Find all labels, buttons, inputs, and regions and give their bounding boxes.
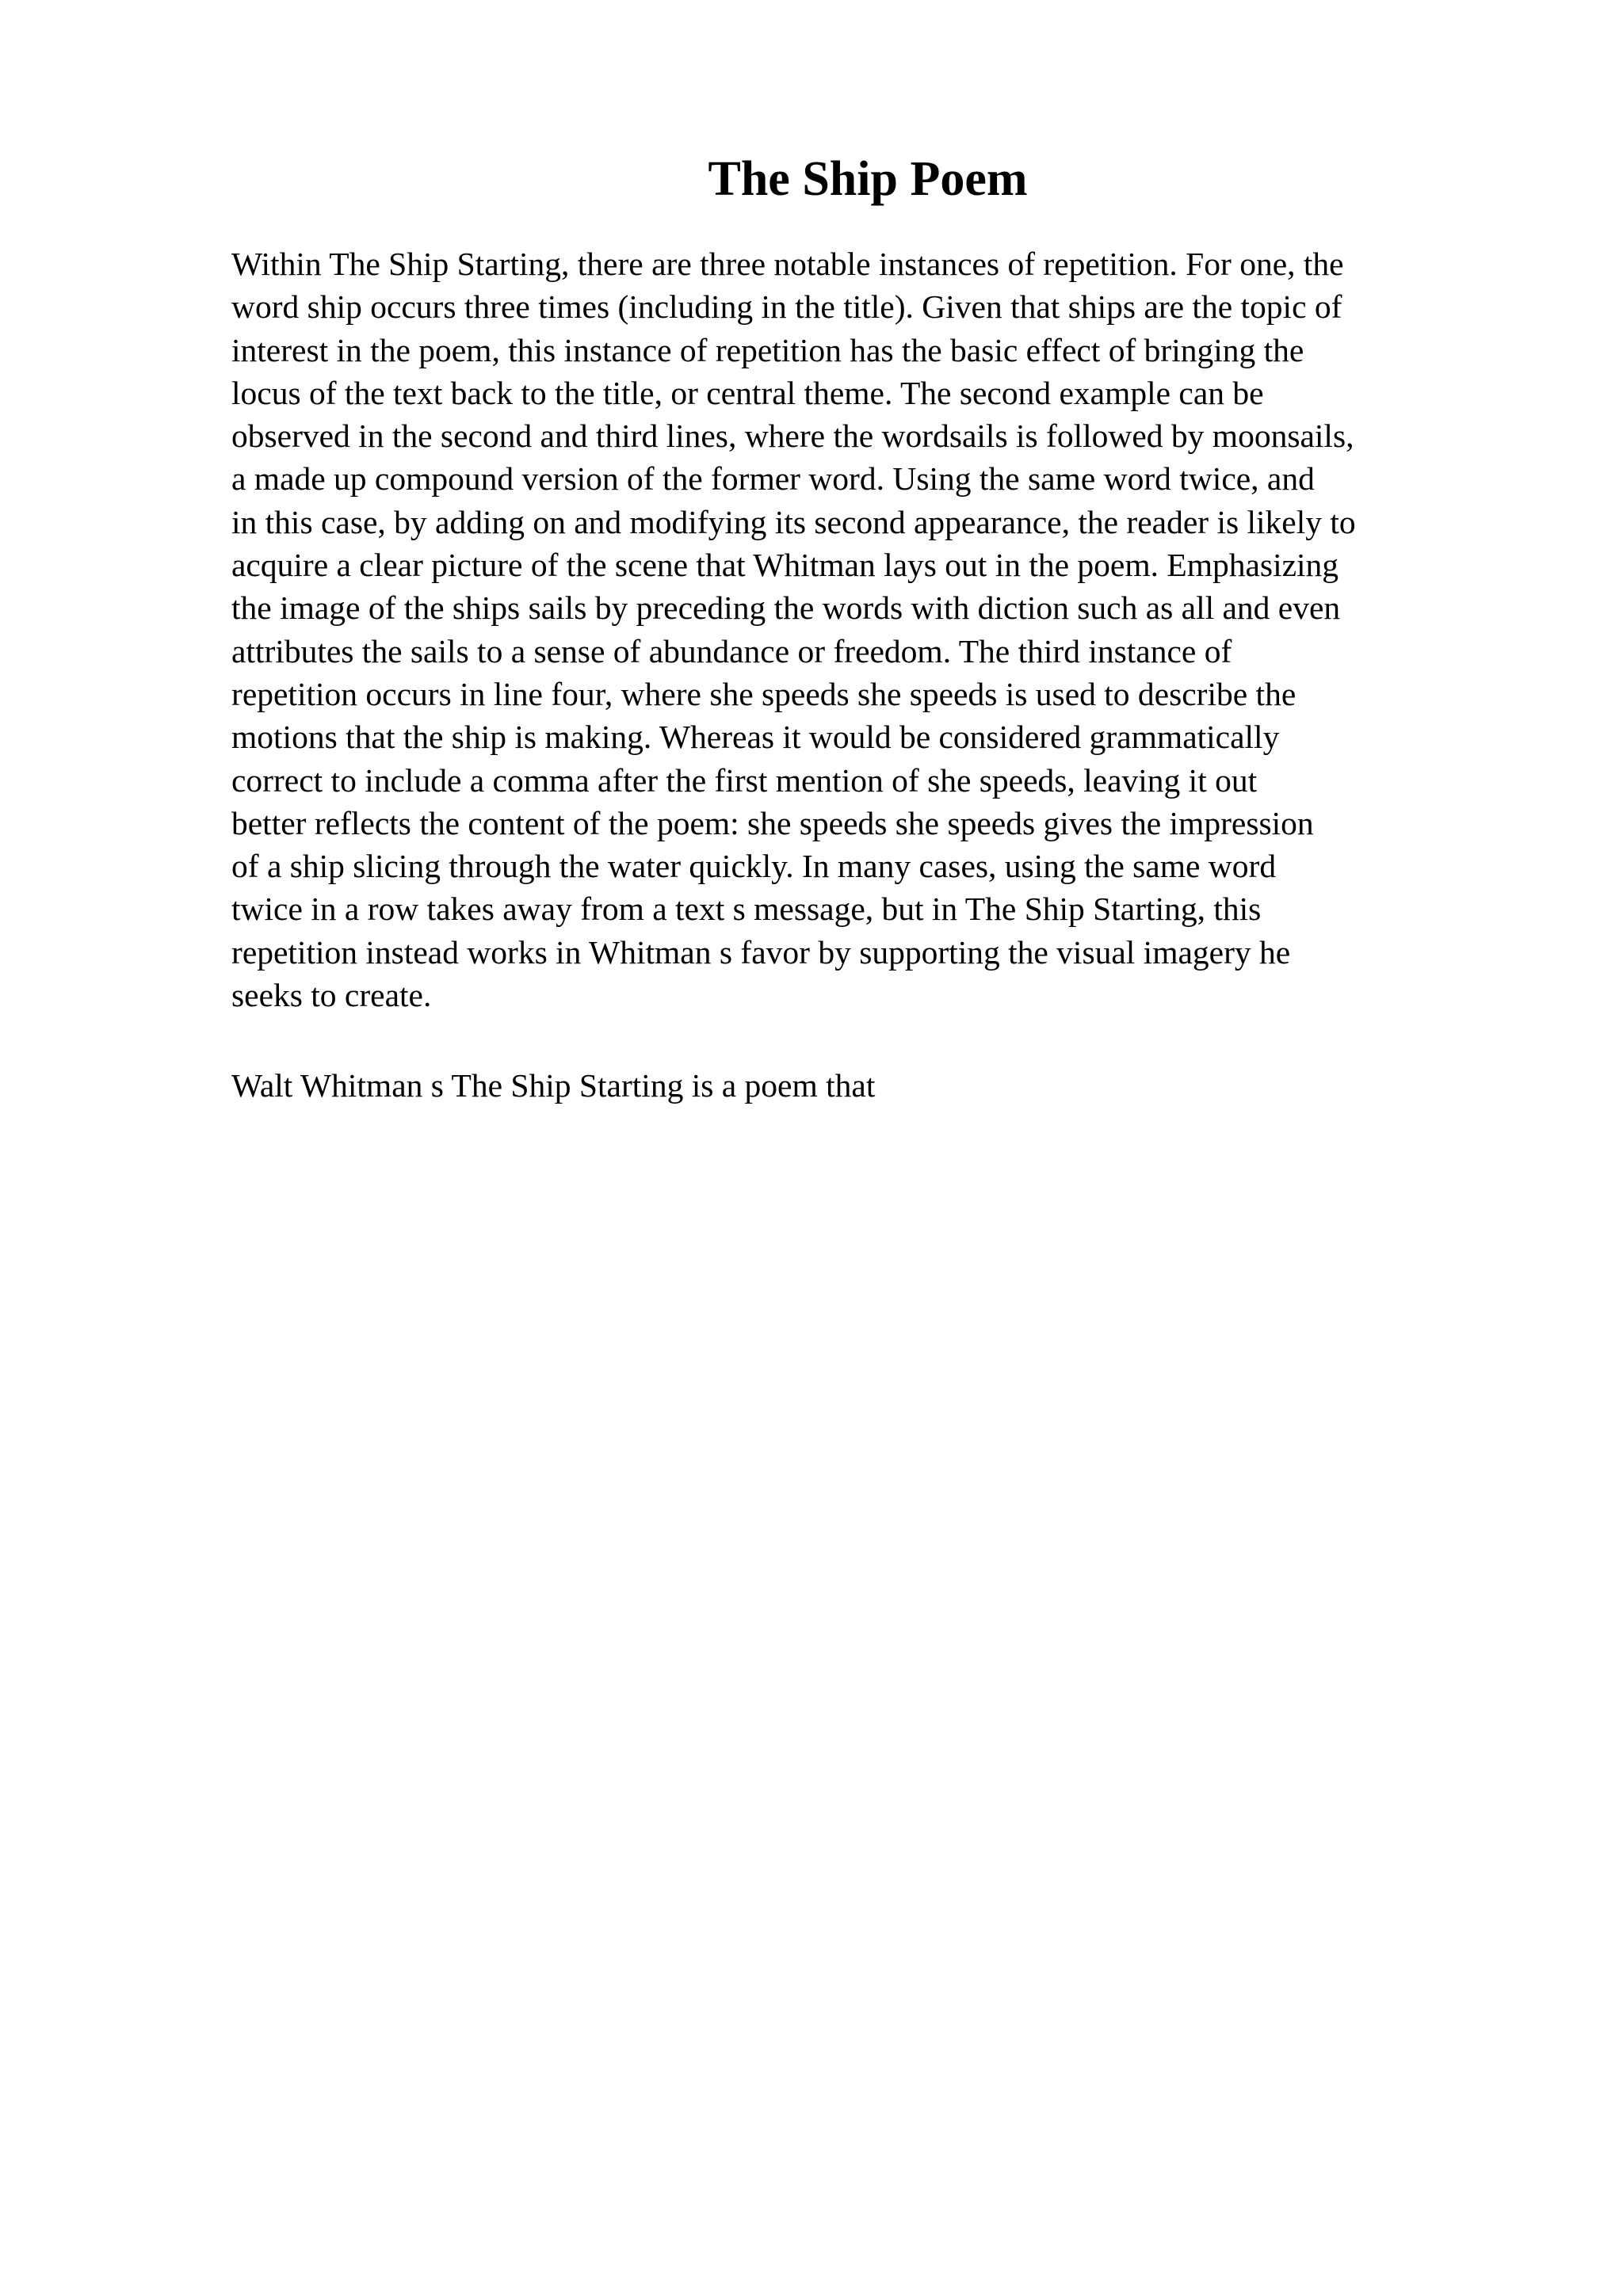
paragraph-line: interest in the poem, this instance of repetition has the basic effect of bringing the [231, 331, 1304, 368]
paragraph-line: attributes the sails to a sense of abundance or freedom. The third instance of [231, 632, 1232, 669]
paragraph-line: observed in the second and third lines, where the wordsails is followed by moonsails, [231, 418, 1354, 455]
paragraph-line: motions that the ship is making. Whereas it would be considered grammatically [231, 719, 1280, 756]
page-title: The Ship Poem [708, 152, 1028, 206]
paragraph-line: correct to include a comma after the first mention of she speeds, leaving it out [231, 761, 1258, 799]
paragraph-line: repetition occurs in line four, where she speeds she speeds is used to describe the [231, 675, 1296, 712]
body-paragraph-2: Walt Whitman s The Ship Starting is a poem that [231, 1067, 876, 1104]
paragraph-line: Within The Ship Starting, there are three notable instances of repetition. For one, the [231, 246, 1344, 282]
paragraph-line: twice in a row takes away from a text s message, but in The Ship Starting, this [231, 891, 1262, 928]
paragraph-line: locus of the text back to the title, or central theme. The second example can be [231, 374, 1264, 411]
body-paragraph-1 [231, 242, 1515, 1016]
paragraph-line: word ship occurs three times (including in the title). Given that ships are the topic of [231, 288, 1342, 326]
paragraph-line: seeks to create. [231, 977, 432, 1014]
paragraph-line: better reflects the content of the poem: she speeds she speeds gives the impression [231, 804, 1314, 841]
paragraph-line: of a ship slicing through the water quickly. In many cases, using the same word [231, 848, 1277, 885]
paragraph-line: in this case, by adding on and modifying its second appearance, the reader is likely to [231, 503, 1356, 540]
paragraph-line: a made up compound version of the former word. Using the same word twice, and [231, 460, 1315, 498]
paragraph-line: acquire a clear picture of the scene that Whitman lays out in the poem. Emphasizing [231, 547, 1339, 584]
paragraph-line: repetition instead works in Whitman s favor by supporting the visual imagery he [231, 933, 1291, 971]
paragraph-line: the image of the ships sails by preceding the words with diction such as all and even [231, 589, 1341, 627]
